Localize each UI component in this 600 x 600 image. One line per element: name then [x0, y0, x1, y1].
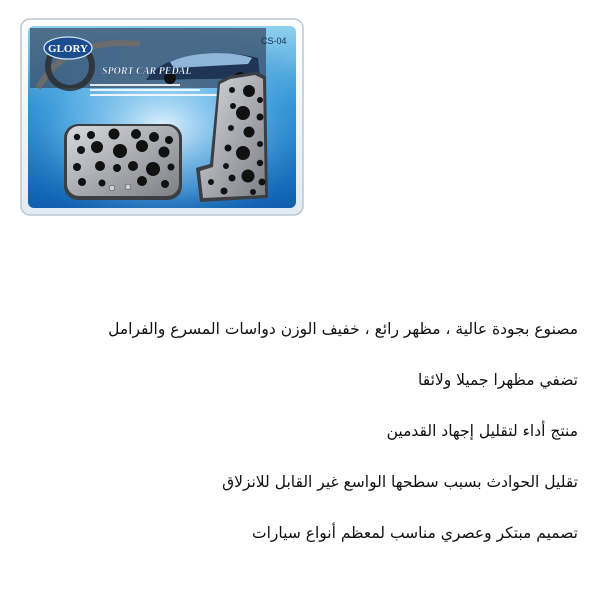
description-line: تضفي مظهرا جميلا ولائقا — [418, 371, 578, 389]
brand-text: GLORY — [48, 43, 88, 55]
description-line: تصميم مبتكر وعصري مناسب لمعظم أنواع سيارات — [252, 524, 578, 542]
description-line: تقليل الحوادث بسبب سطحها الواسع غير القابل للانزلاق — [222, 473, 578, 491]
product-image — [20, 18, 304, 216]
description-line: منتج أداء لتقليل إجهاد القدمين — [386, 422, 578, 440]
model-code: CS-04 — [261, 36, 287, 46]
brand-logo — [44, 37, 92, 59]
description-list — [38, 318, 578, 573]
package-subtitle: SPORT CAR PEDAL — [102, 66, 192, 77]
brake-pedal — [64, 124, 182, 200]
description-line: مصنوع بجودة عالية ، مظهر رائع ، خفيف الوزن دواسات المسرع والفرامل — [108, 320, 578, 338]
